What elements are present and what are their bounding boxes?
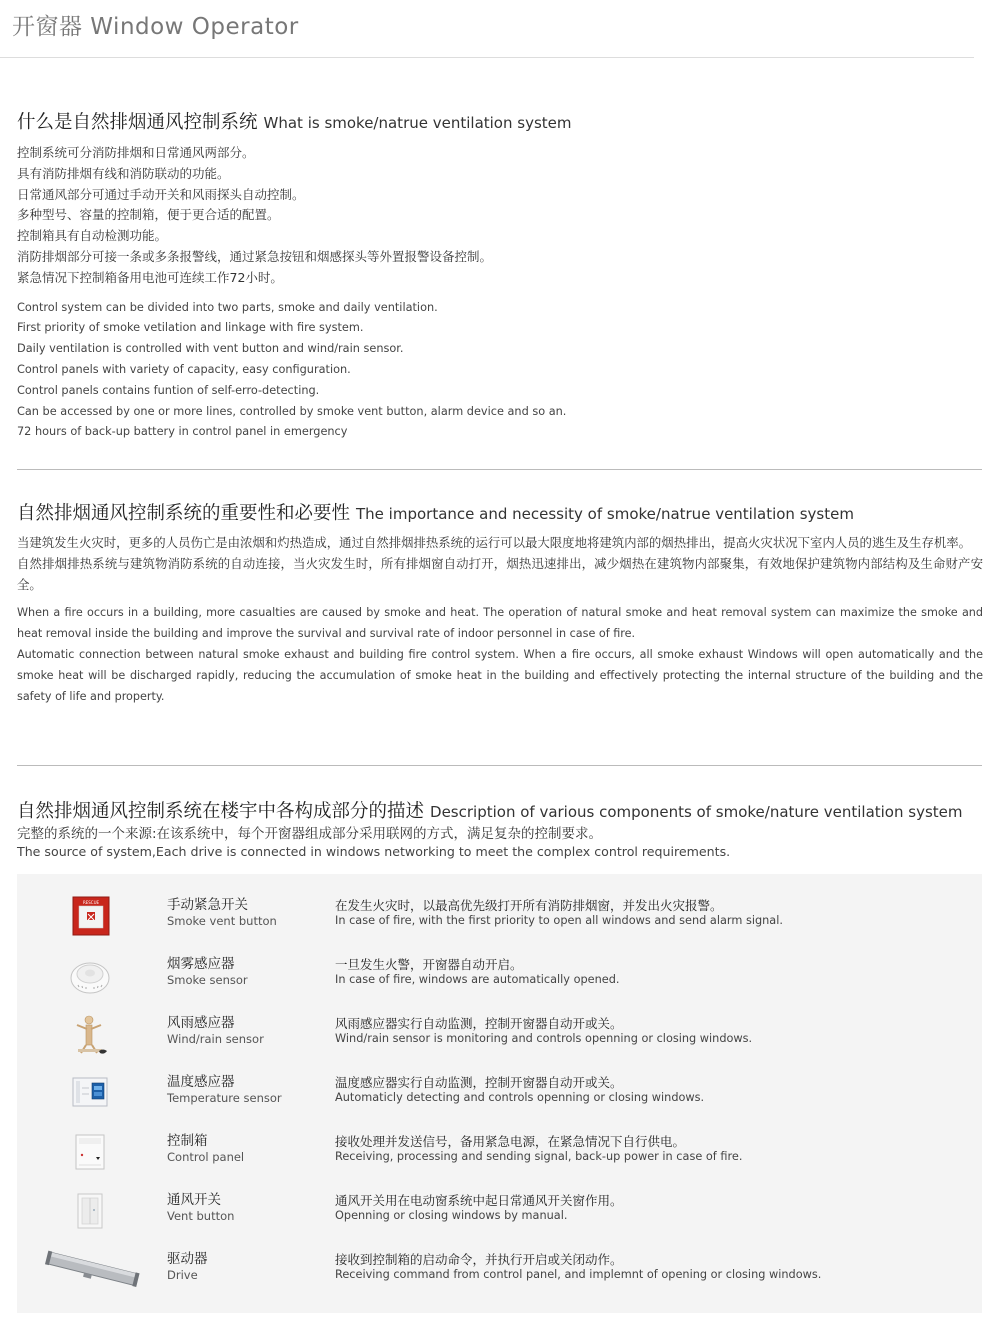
component-desc-zh: 接收处理并发送信号，备用紧急电源，在紧急情况下自行供电。 bbox=[335, 1134, 686, 1149]
component-desc-zh: 接收到控制箱的启动命令，并执行开启或关闭动作。 bbox=[335, 1252, 623, 1267]
list-item: 紧急情况下控制箱备用电池可连续工作72小时。 bbox=[17, 269, 283, 285]
component-description bbox=[335, 956, 619, 987]
component-name-en: Temperature sensor bbox=[167, 1091, 282, 1105]
component-name-zh: 手动紧急开关 bbox=[167, 897, 248, 913]
temperature-sensor-icon bbox=[67, 1070, 113, 1116]
component-name bbox=[167, 897, 277, 928]
component-desc-zh: 温度感应器实行自动监测，控制开窗器自动开或关。 bbox=[335, 1075, 623, 1090]
list-item: 多种型号、容量的控制箱，便于更合适的配置。 bbox=[17, 207, 280, 223]
section-heading-zh: 自然排烟通风控制系统在楼宇中各构成部分的描述 bbox=[17, 801, 425, 822]
component-name bbox=[167, 1133, 244, 1164]
component-name-en: Wind/rain sensor bbox=[167, 1032, 264, 1046]
component-description bbox=[335, 1074, 704, 1105]
component-description bbox=[335, 1251, 821, 1282]
component-name-en: Smoke sensor bbox=[167, 973, 248, 987]
section-heading bbox=[17, 501, 983, 527]
component-name-zh: 温度感应器 bbox=[167, 1074, 235, 1090]
component-desc-zh: 在发生火灾时，以最高优先级打开所有消防排烟窗，并发出火灾报警。 bbox=[335, 898, 723, 913]
component-desc-zh: 一旦发生火警，开窗器自动开启。 bbox=[335, 957, 523, 972]
section-importance bbox=[17, 501, 983, 707]
smoke-sensor-icon bbox=[67, 952, 113, 998]
component-description bbox=[335, 897, 783, 928]
component-name-zh: 驱动器 bbox=[167, 1251, 208, 1267]
list-item: Control system can be divided into two parts, smoke and daily ventilation. bbox=[17, 300, 438, 314]
component-row bbox=[17, 1241, 982, 1299]
section-heading-en: The importance and necessity of smoke/natrue ventilation system bbox=[356, 505, 854, 523]
section-heading bbox=[17, 799, 983, 825]
component-desc-en: Receiving command from control panel, and implemnt of opening or closing windows. bbox=[335, 1268, 822, 1281]
components-intro-en: The source of system,Each drive is connected in windows networking to meet the complex control requirements. bbox=[17, 844, 731, 859]
components-panel bbox=[17, 874, 982, 1313]
component-name-zh: 风雨感应器 bbox=[167, 1015, 235, 1031]
component-name-en: Smoke vent button bbox=[167, 914, 277, 928]
smoke-vent-button-icon bbox=[67, 893, 113, 939]
component-description bbox=[335, 1133, 742, 1164]
component-description bbox=[335, 1015, 752, 1046]
drive-actuator-icon bbox=[45, 1247, 141, 1293]
feature-list-zh bbox=[17, 143, 983, 289]
section-divider bbox=[17, 765, 982, 766]
list-item: First priority of smoke vetilation and linkage with fire system. bbox=[17, 321, 364, 335]
component-name-en: Drive bbox=[167, 1268, 198, 1282]
paragraph: 自然排烟排热系统与建筑物消防系统的自动连接，当火灾发生时，所有排烟窗自动打开，烟热迅速排出，减少烟热在建筑物内部聚集，有效地保护建筑物内部结构及生命财产安全。 bbox=[17, 555, 983, 592]
section-divider bbox=[17, 469, 982, 470]
section-heading-zh: 自然排烟通风控制系统的重要性和必要性 bbox=[17, 503, 351, 524]
components-intro-zh: 完整的系统的一个来源:在该系统中，每个开窗器组成部分采用联网的方式，满足复杂的控制要求。 bbox=[17, 826, 603, 842]
importance-text-zh bbox=[17, 533, 983, 595]
component-name-en: Control panel bbox=[167, 1150, 245, 1164]
component-desc-en: Receiving, processing and sending signal, back-up power in case of fire. bbox=[335, 1150, 743, 1163]
list-item: 日常通风部分可通过手动开关和风雨探头自动控制。 bbox=[17, 186, 305, 202]
component-row bbox=[17, 1005, 982, 1063]
paragraph: When a fire occurs in a building, more casualties are caused by smoke and heat. The operation of natural smoke and heat removal system can maximize the smoke and heat removal inside the building and improve the survival and survival rate of indoor personnel in case of fire. bbox=[17, 606, 983, 641]
section-heading bbox=[17, 110, 983, 136]
control-panel-icon bbox=[67, 1129, 113, 1175]
component-row bbox=[17, 1064, 982, 1122]
wind-rain-sensor-icon bbox=[67, 1011, 113, 1057]
component-desc-en: Wind/rain sensor is monitoring and controls openning or closing windows. bbox=[335, 1032, 753, 1045]
component-name bbox=[167, 1192, 234, 1223]
component-name bbox=[167, 1251, 208, 1282]
component-desc-en: Automaticly detecting and controls openning or closing windows. bbox=[335, 1091, 705, 1104]
section-heading-en: Description of various components of smoke/nature ventilation system bbox=[430, 803, 963, 821]
list-item: 消防排烟部分可接一条或多条报警线，通过紧急按钮和烟感探头等外置报警设备控制。 bbox=[17, 248, 493, 264]
list-item: 72 hours of back-up battery in control panel in emergency bbox=[17, 425, 348, 439]
vent-button-icon bbox=[67, 1188, 113, 1234]
component-row bbox=[17, 1182, 982, 1240]
section-heading-zh: 什么是自然排烟通风控制系统 bbox=[17, 112, 258, 133]
icon-label: RESCUE bbox=[82, 900, 100, 905]
feature-list-en bbox=[17, 298, 983, 444]
component-description bbox=[335, 1192, 623, 1223]
component-desc-en: In case of fire, windows are automatically opened. bbox=[335, 973, 620, 986]
component-desc-zh: 通风开关用在电动窗系统中起日常通风开关窗作用。 bbox=[335, 1193, 623, 1208]
component-name-en: Vent button bbox=[167, 1209, 235, 1223]
component-name bbox=[167, 1015, 264, 1046]
section-heading-en: What is smoke/natrue ventilation system bbox=[263, 114, 572, 132]
list-item: 控制箱具有自动检测功能。 bbox=[17, 228, 168, 244]
component-row bbox=[17, 946, 982, 1004]
component-name bbox=[167, 1074, 282, 1105]
component-name-zh: 通风开关 bbox=[167, 1192, 221, 1208]
list-item: 控制系统可分消防排烟和日常通风两部分。 bbox=[17, 145, 255, 160]
component-desc-en: In case of fire, with the first priority to open all windows and send alarm signal. bbox=[335, 914, 783, 927]
paragraph: Automatic connection between natural smoke exhaust and building fire control system. When a fire occurs, all smoke exhaust Windows will open automatically and the smoke heat will be discharged rapidly, reducing the accumulation of smoke heat in the building and effectively protecting the internal structure of the building and the safety of life and property. bbox=[17, 647, 983, 703]
title-divider bbox=[0, 57, 974, 58]
page-title: 开窗器 Window Operator bbox=[12, 14, 299, 40]
list-item: Control panels contains funtion of self-erro-detecting. bbox=[17, 383, 320, 397]
component-desc-en: Openning or closing windows by manual. bbox=[335, 1209, 568, 1222]
list-item: Daily ventilation is controlled with vent button and wind/rain sensor. bbox=[17, 342, 404, 356]
component-row bbox=[17, 1123, 982, 1181]
list-item: Can be accessed by one or more lines, controlled by smoke vent button, alarm device and so an. bbox=[17, 404, 567, 418]
component-desc-zh: 风雨感应器实行自动监测，控制开窗器自动开或关。 bbox=[335, 1016, 623, 1031]
component-name-zh: 控制箱 bbox=[167, 1133, 208, 1149]
list-item: 具有消防排烟有线和消防联动的功能。 bbox=[17, 165, 230, 181]
component-row bbox=[17, 887, 982, 945]
component-name-zh: 烟雾感应器 bbox=[167, 956, 235, 972]
list-item: Control panels with variety of capacity, easy configuration. bbox=[17, 362, 351, 376]
component-name bbox=[167, 956, 248, 987]
section-components bbox=[17, 799, 983, 860]
importance-text-en bbox=[17, 603, 983, 707]
paragraph: 当建筑发生火灾时，更多的人员伤亡是由浓烟和灼热造成，通过自然排烟排热系统的运行可以最大限度地将建筑内部的烟热排出，提高火灾状况下室内人员的逃生及生存机率。 bbox=[17, 535, 972, 550]
section-what-is bbox=[17, 110, 983, 443]
